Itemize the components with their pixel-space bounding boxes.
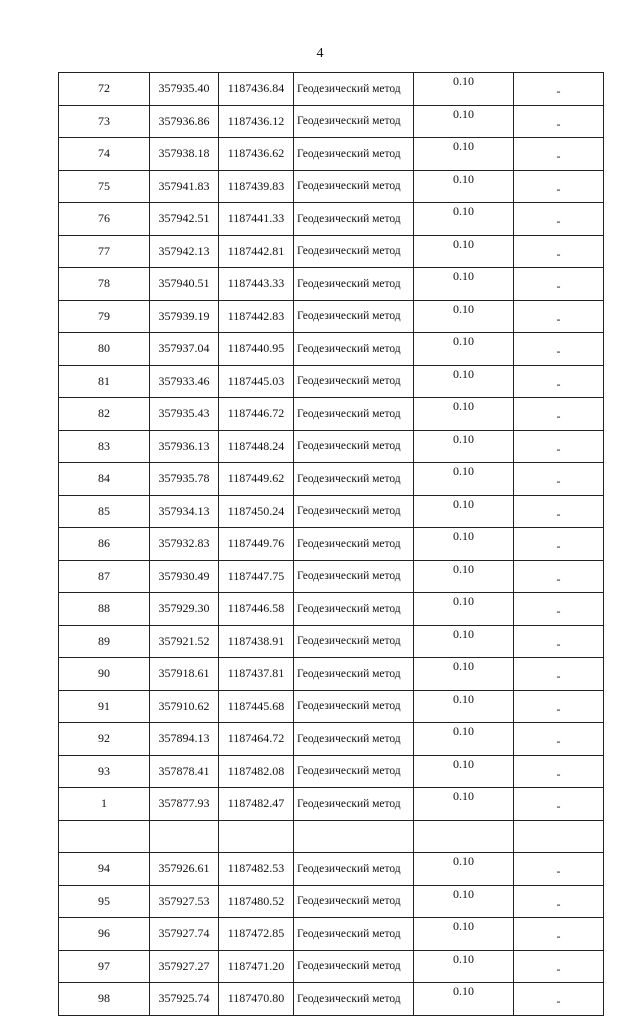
point-number-cell: 80 [59, 333, 150, 366]
precision-cell: 0.10 [414, 235, 514, 268]
method-cell: Геодезический метод [294, 235, 414, 268]
coordinates-table [58, 72, 604, 1016]
method-cell: Геодезический метод [294, 333, 414, 366]
method-cell: Геодезический метод [294, 983, 414, 1016]
note-cell: - [514, 983, 604, 1016]
note-cell: - [514, 235, 604, 268]
table-row [59, 235, 604, 268]
table-row [59, 690, 604, 723]
x-coordinate-cell: 357910.62 [150, 690, 219, 723]
method-cell: Геодезический метод [294, 723, 414, 756]
precision-cell: 0.10 [414, 203, 514, 236]
method-cell: Геодезический метод [294, 918, 414, 951]
precision-cell: 0.10 [414, 788, 514, 821]
table-row [59, 918, 604, 951]
point-number-cell: 73 [59, 105, 150, 138]
y-coordinate-cell: 1187482.47 [219, 788, 294, 821]
point-number-cell: 85 [59, 495, 150, 528]
table-row [59, 365, 604, 398]
x-coordinate-cell: 357942.51 [150, 203, 219, 236]
table-row [59, 755, 604, 788]
table-row [59, 430, 604, 463]
y-coordinate-cell: 1187439.83 [219, 170, 294, 203]
y-coordinate-cell: 1187448.24 [219, 430, 294, 463]
y-coordinate-cell: 1187446.58 [219, 593, 294, 626]
point-number-cell: 86 [59, 528, 150, 561]
coordinates-table-body [59, 73, 604, 1016]
y-coordinate-cell: 1187472.85 [219, 918, 294, 951]
method-cell: Геодезический метод [294, 463, 414, 496]
x-coordinate-cell: 357935.78 [150, 463, 219, 496]
precision-cell: 0.10 [414, 495, 514, 528]
precision-cell: 0.10 [414, 268, 514, 301]
point-number-cell: 98 [59, 983, 150, 1016]
method-cell: Геодезический метод [294, 593, 414, 626]
y-coordinate-cell: 1187442.83 [219, 300, 294, 333]
note-cell: - [514, 885, 604, 918]
point-number-cell: 78 [59, 268, 150, 301]
method-cell: Геодезический метод [294, 625, 414, 658]
precision-cell: 0.10 [414, 625, 514, 658]
y-coordinate-cell: 1187447.75 [219, 560, 294, 593]
method-cell: Геодезический метод [294, 365, 414, 398]
note-cell: - [514, 593, 604, 626]
note-cell: - [514, 723, 604, 756]
page-number: 4 [316, 46, 324, 61]
method-cell: Геодезический метод [294, 528, 414, 561]
point-number-cell: 97 [59, 950, 150, 983]
precision-cell: 0.10 [414, 73, 514, 106]
x-coordinate-cell: 357927.74 [150, 918, 219, 951]
x-coordinate-cell: 357934.13 [150, 495, 219, 528]
y-coordinate-cell: 1187480.52 [219, 885, 294, 918]
x-coordinate-cell: 357930.49 [150, 560, 219, 593]
table-row [59, 398, 604, 431]
x-coordinate-cell [150, 820, 219, 853]
note-cell: - [514, 203, 604, 236]
table-row [59, 528, 604, 561]
method-cell: Геодезический метод [294, 300, 414, 333]
method-cell: Геодезический метод [294, 203, 414, 236]
note-cell: - [514, 690, 604, 723]
method-cell: Геодезический метод [294, 950, 414, 983]
x-coordinate-cell: 357925.74 [150, 983, 219, 1016]
method-cell [294, 820, 414, 853]
x-coordinate-cell: 357940.51 [150, 268, 219, 301]
point-number-cell: 79 [59, 300, 150, 333]
note-cell: - [514, 268, 604, 301]
precision-cell [414, 820, 514, 853]
x-coordinate-cell: 357921.52 [150, 625, 219, 658]
x-coordinate-cell: 357929.30 [150, 593, 219, 626]
x-coordinate-cell: 357936.13 [150, 430, 219, 463]
precision-cell: 0.10 [414, 300, 514, 333]
y-coordinate-cell: 1187445.03 [219, 365, 294, 398]
note-cell: - [514, 950, 604, 983]
y-coordinate-cell: 1187470.80 [219, 983, 294, 1016]
y-coordinate-cell: 1187471.20 [219, 950, 294, 983]
y-coordinate-cell: 1187449.62 [219, 463, 294, 496]
x-coordinate-cell: 357938.18 [150, 138, 219, 171]
table-row [59, 885, 604, 918]
x-coordinate-cell: 357932.83 [150, 528, 219, 561]
y-coordinate-cell [219, 820, 294, 853]
point-number-cell: 90 [59, 658, 150, 691]
x-coordinate-cell: 357878.41 [150, 755, 219, 788]
table-row [59, 593, 604, 626]
table-row [59, 983, 604, 1016]
y-coordinate-cell: 1187445.68 [219, 690, 294, 723]
note-cell: - [514, 918, 604, 951]
note-cell: - [514, 138, 604, 171]
x-coordinate-cell: 357927.53 [150, 885, 219, 918]
precision-cell: 0.10 [414, 560, 514, 593]
precision-cell: 0.10 [414, 105, 514, 138]
precision-cell: 0.10 [414, 463, 514, 496]
point-number-cell: 91 [59, 690, 150, 723]
precision-cell: 0.10 [414, 138, 514, 171]
table-row [59, 658, 604, 691]
point-number-cell: 76 [59, 203, 150, 236]
y-coordinate-cell: 1187441.33 [219, 203, 294, 236]
y-coordinate-cell: 1187438.91 [219, 625, 294, 658]
x-coordinate-cell: 357941.83 [150, 170, 219, 203]
y-coordinate-cell: 1187436.84 [219, 73, 294, 106]
precision-cell: 0.10 [414, 528, 514, 561]
point-number-cell: 93 [59, 755, 150, 788]
y-coordinate-cell: 1187440.95 [219, 333, 294, 366]
precision-cell: 0.10 [414, 918, 514, 951]
point-number-cell: 84 [59, 463, 150, 496]
table-row [59, 170, 604, 203]
method-cell: Геодезический метод [294, 138, 414, 171]
table-row [59, 73, 604, 106]
y-coordinate-cell: 1187482.08 [219, 755, 294, 788]
table-row [59, 268, 604, 301]
precision-cell: 0.10 [414, 690, 514, 723]
table-row [59, 463, 604, 496]
note-cell: - [514, 528, 604, 561]
note-cell: - [514, 73, 604, 106]
note-cell: - [514, 625, 604, 658]
x-coordinate-cell: 357918.61 [150, 658, 219, 691]
method-cell: Геодезический метод [294, 658, 414, 691]
y-coordinate-cell: 1187436.12 [219, 105, 294, 138]
note-cell: - [514, 463, 604, 496]
precision-cell: 0.10 [414, 755, 514, 788]
point-number-cell: 72 [59, 73, 150, 106]
method-cell: Геодезический метод [294, 495, 414, 528]
table-row [59, 333, 604, 366]
table-row [59, 495, 604, 528]
point-number-cell: 1 [59, 788, 150, 821]
precision-cell: 0.10 [414, 885, 514, 918]
point-number-cell: 77 [59, 235, 150, 268]
note-cell [514, 820, 604, 853]
point-number-cell: 96 [59, 918, 150, 951]
note-cell: - [514, 300, 604, 333]
table-row [59, 138, 604, 171]
method-cell: Геодезический метод [294, 788, 414, 821]
table-row [59, 788, 604, 821]
y-coordinate-cell: 1187482.53 [219, 853, 294, 886]
note-cell: - [514, 658, 604, 691]
method-cell: Геодезический метод [294, 430, 414, 463]
note-cell: - [514, 755, 604, 788]
x-coordinate-cell: 357935.43 [150, 398, 219, 431]
point-number-cell: 75 [59, 170, 150, 203]
precision-cell: 0.10 [414, 365, 514, 398]
table-row [59, 105, 604, 138]
point-number-cell: 82 [59, 398, 150, 431]
y-coordinate-cell: 1187437.81 [219, 658, 294, 691]
y-coordinate-cell: 1187443.33 [219, 268, 294, 301]
method-cell: Геодезический метод [294, 885, 414, 918]
table-row [59, 300, 604, 333]
x-coordinate-cell: 357942.13 [150, 235, 219, 268]
method-cell: Геодезический метод [294, 690, 414, 723]
table-row [59, 625, 604, 658]
note-cell: - [514, 560, 604, 593]
note-cell: - [514, 853, 604, 886]
precision-cell: 0.10 [414, 983, 514, 1016]
point-number-cell: 89 [59, 625, 150, 658]
y-coordinate-cell: 1187464.72 [219, 723, 294, 756]
method-cell: Геодезический метод [294, 105, 414, 138]
point-number-cell: 88 [59, 593, 150, 626]
method-cell: Геодезический метод [294, 853, 414, 886]
x-coordinate-cell: 357935.40 [150, 73, 219, 106]
x-coordinate-cell: 357926.61 [150, 853, 219, 886]
method-cell: Геодезический метод [294, 73, 414, 106]
precision-cell: 0.10 [414, 430, 514, 463]
note-cell: - [514, 430, 604, 463]
precision-cell: 0.10 [414, 658, 514, 691]
table-row [59, 203, 604, 236]
note-cell: - [514, 105, 604, 138]
precision-cell: 0.10 [414, 333, 514, 366]
table-row [59, 820, 604, 853]
method-cell: Геодезический метод [294, 398, 414, 431]
note-cell: - [514, 365, 604, 398]
note-cell: - [514, 788, 604, 821]
precision-cell: 0.10 [414, 398, 514, 431]
point-number-cell: 92 [59, 723, 150, 756]
table-row [59, 950, 604, 983]
precision-cell: 0.10 [414, 170, 514, 203]
point-number-cell: 95 [59, 885, 150, 918]
method-cell: Геодезический метод [294, 560, 414, 593]
point-number-cell: 94 [59, 853, 150, 886]
note-cell: - [514, 170, 604, 203]
x-coordinate-cell: 357933.46 [150, 365, 219, 398]
precision-cell: 0.10 [414, 950, 514, 983]
x-coordinate-cell: 357894.13 [150, 723, 219, 756]
point-number-cell: 81 [59, 365, 150, 398]
point-number-cell [59, 820, 150, 853]
y-coordinate-cell: 1187449.76 [219, 528, 294, 561]
precision-cell: 0.10 [414, 723, 514, 756]
table-row [59, 853, 604, 886]
y-coordinate-cell: 1187442.81 [219, 235, 294, 268]
table-row [59, 723, 604, 756]
method-cell: Геодезический метод [294, 170, 414, 203]
method-cell: Геодезический метод [294, 755, 414, 788]
x-coordinate-cell: 357877.93 [150, 788, 219, 821]
x-coordinate-cell: 357937.04 [150, 333, 219, 366]
precision-cell: 0.10 [414, 853, 514, 886]
x-coordinate-cell: 357936.86 [150, 105, 219, 138]
y-coordinate-cell: 1187436.62 [219, 138, 294, 171]
x-coordinate-cell: 357927.27 [150, 950, 219, 983]
y-coordinate-cell: 1187446.72 [219, 398, 294, 431]
precision-cell: 0.10 [414, 593, 514, 626]
point-number-cell: 87 [59, 560, 150, 593]
table-row [59, 560, 604, 593]
note-cell: - [514, 398, 604, 431]
x-coordinate-cell: 357939.19 [150, 300, 219, 333]
y-coordinate-cell: 1187450.24 [219, 495, 294, 528]
note-cell: - [514, 495, 604, 528]
point-number-cell: 83 [59, 430, 150, 463]
method-cell: Геодезический метод [294, 268, 414, 301]
note-cell: - [514, 333, 604, 366]
point-number-cell: 74 [59, 138, 150, 171]
